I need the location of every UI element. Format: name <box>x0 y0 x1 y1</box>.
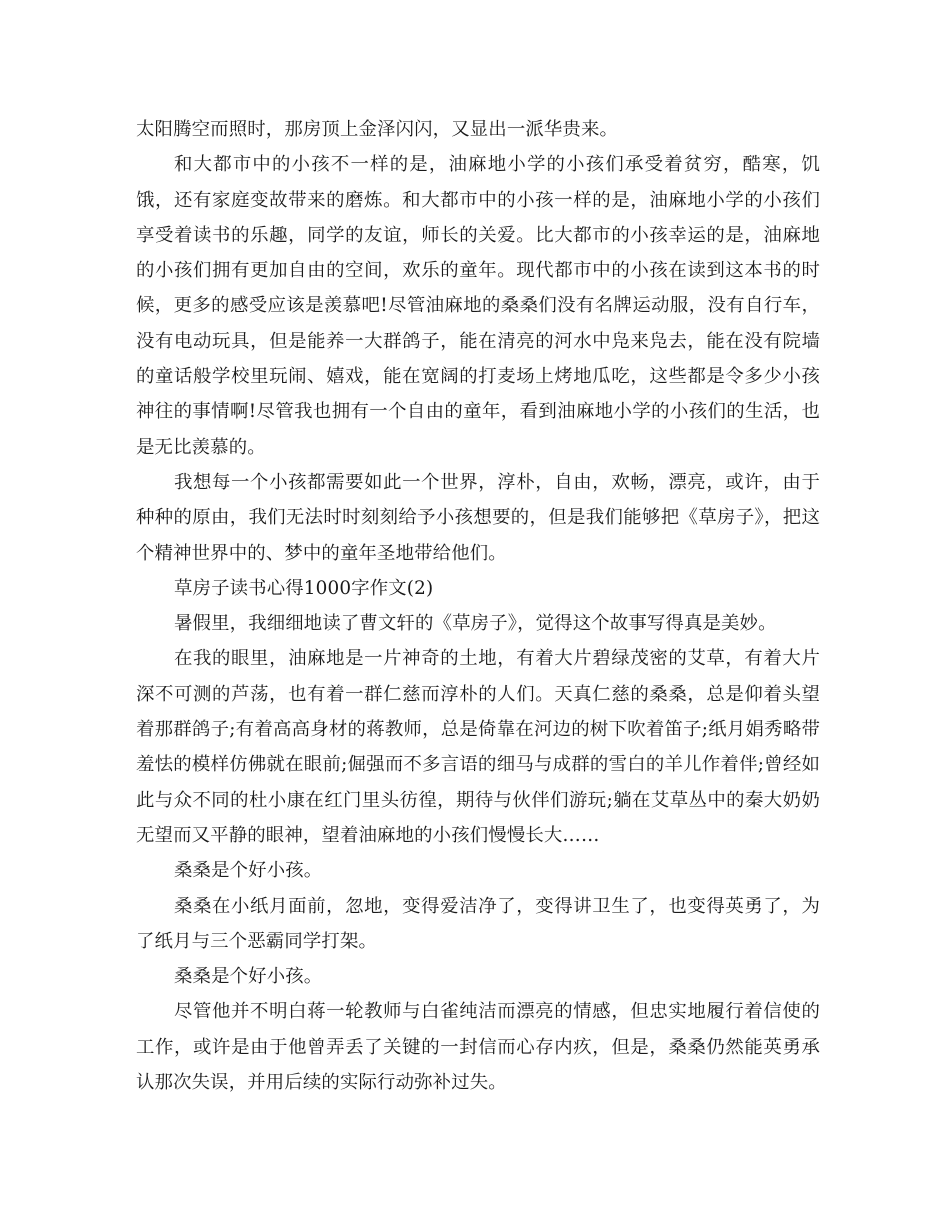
section-heading: 草房子读书心得1000字作文(2) <box>174 577 434 599</box>
paragraph-3: 我想每一个小孩都需要如此一个世界，淳朴，自由，欢畅，漂亮，或许，由于种种的原由，我们无法时时刻刻给予小孩想要的，但是我们能够把《草房子》，把这个精神世界中的、梦中的童年圣地带给他们。 <box>136 471 820 564</box>
paragraph-2: 和大都市中的小孩不一样的是，油麻地小学的小孩们承受着贫穷，酷寒，饥饿，还有家庭变故带来的磨炼。和大都市中的小孩一样的是，油麻地小学的小孩们享受着读书的乐趣，同学的友谊，师长的关爱。比大都市的小孩幸运的是，油麻地的小孩们拥有更加自由的空间，欢乐的童年。现代都市中的小孩在读到这本书的时候，更多的感受应该是羡慕吧!尽管油麻地的桑桑们没有名牌运动服，没有自行车，没有电动玩具，但是能养一大群鸽子，能在清亮的河水中凫来凫去，能在没有院墙的童话般学校里玩闹、嬉戏，能在宽阔的打麦场上烤地瓜吃，这些都是令多少小孩神往的事情啊!尽管我也拥有一个自由的童年，看到油麻地小学的小孩们的生活，也是无比羡慕的。 <box>136 154 820 458</box>
paragraph-4: 暑假里，我细细地读了曹文轩的《草房子》，觉得这个故事写得真是美妙。 <box>174 613 777 635</box>
paragraph-9: 尽管他并不明白蒋一轮教师与白雀纯洁而漂亮的情感，但忠实地履行着信使的工作，或许是由于他曾弄丢了关键的一封信而心存内疚，但是，桑桑仍然能英勇承认那次失误，并用后续的实际行动弥补过失。 <box>136 1001 820 1094</box>
document-page <box>136 112 820 1100</box>
paragraph-5: 在我的眼里，油麻地是一片神奇的土地，有着大片碧绿茂密的艾草，有着大片深不可测的芦荡，也有着一群仁慈而淳朴的人们。天真仁慈的桑桑，总是仰着头望着那群鸽子;有着高高身材的蒋教师，总是倚靠在河边的树下吹着笛子;纸月娟秀略带羞怯的模样仿佛就在眼前;倔强而不多言语的细马与成群的雪白的羊儿作着伴;曾经如此与众不同的杜小康在红门里头彷徨，期待与伙伴们游玩;躺在艾草丛中的秦大奶奶无望而又平静的眼神，望着油麻地的小孩们慢慢长大…… <box>136 648 820 846</box>
paragraph-6: 桑桑是个好小孩。 <box>174 860 323 882</box>
paragraph-8: 桑桑是个好小孩。 <box>174 966 323 988</box>
paragraph-1: 太阳腾空而照时，那房顶上金泽闪闪，又显出一派华贵来。 <box>136 119 619 140</box>
paragraph-7: 桑桑在小纸月面前，忽地，变得爱洁净了，变得讲卫生了，也变得英勇了，为了纸月与三个恶霸同学打架。 <box>136 895 820 952</box>
